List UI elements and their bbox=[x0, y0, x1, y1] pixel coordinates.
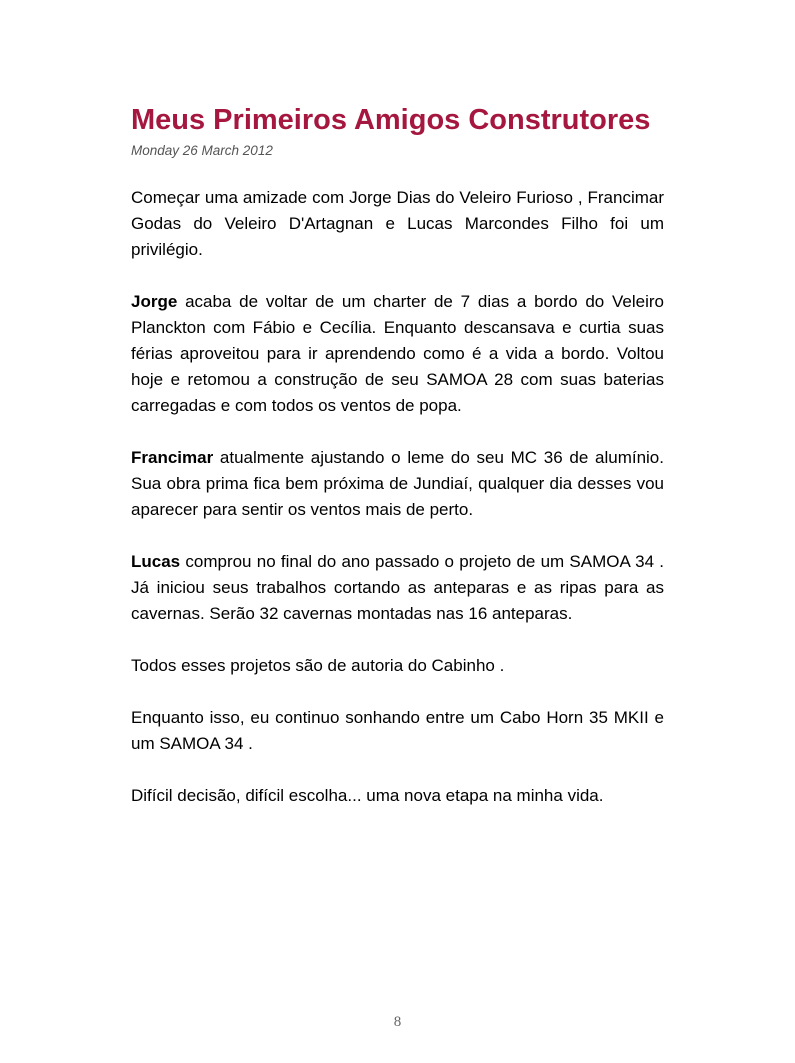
post-date: Monday 26 March 2012 bbox=[131, 143, 273, 158]
paragraph: Enquanto isso, eu continuo sonhando entre um Cabo Horn 35 MKII e um SAMOA 34 . bbox=[131, 708, 664, 753]
paragraph: Começar uma amizade com Jorge Dias do Veleiro Furioso , Francimar Godas do Veleiro D'Artagnan e Lucas Marcondes Filho foi um privilégio. bbox=[131, 188, 664, 259]
page-title: Meus Primeiros Amigos Construtores bbox=[131, 104, 651, 136]
page-number: 8 bbox=[393, 1014, 402, 1030]
paragraph-lead-name: Jorge bbox=[131, 292, 178, 311]
paragraph: Lucas comprou no final do ano passado o projeto de um SAMOA 34 . Já iniciou seus trabalhos cortando as anteparas e as ripas para as cavernas. Serão 32 cavernas montadas nas 16 anteparas. bbox=[131, 552, 664, 623]
paragraph: Francimar atualmente ajustando o leme do seu MC 36 de alumínio. Sua obra prima fica bem próxima de Jundiaí, qualquer dia desses vou aparecer para sentir os ventos mais de perto. bbox=[131, 448, 664, 519]
paragraph: Todos esses projetos são de autoria do Cabinho . bbox=[131, 656, 505, 675]
article-body bbox=[131, 185, 664, 809]
paragraph: Jorge acaba de voltar de um charter de 7 dias a bordo do Veleiro Planckton com Fábio e Cecília. Enquanto descansava e curtia suas férias aproveitou para ir aprendendo como é a vida a bordo. Voltou hoje e retomou a construção de seu SAMOA 28 com suas baterias carregadas e com todos os ventos de popa. bbox=[131, 292, 664, 415]
paragraph: Difícil decisão, difícil escolha... uma nova etapa na minha vida. bbox=[131, 786, 604, 805]
paragraph-lead-name: Francimar bbox=[131, 448, 214, 467]
page-content bbox=[131, 101, 664, 809]
paragraph-lead-name: Lucas bbox=[131, 552, 181, 571]
